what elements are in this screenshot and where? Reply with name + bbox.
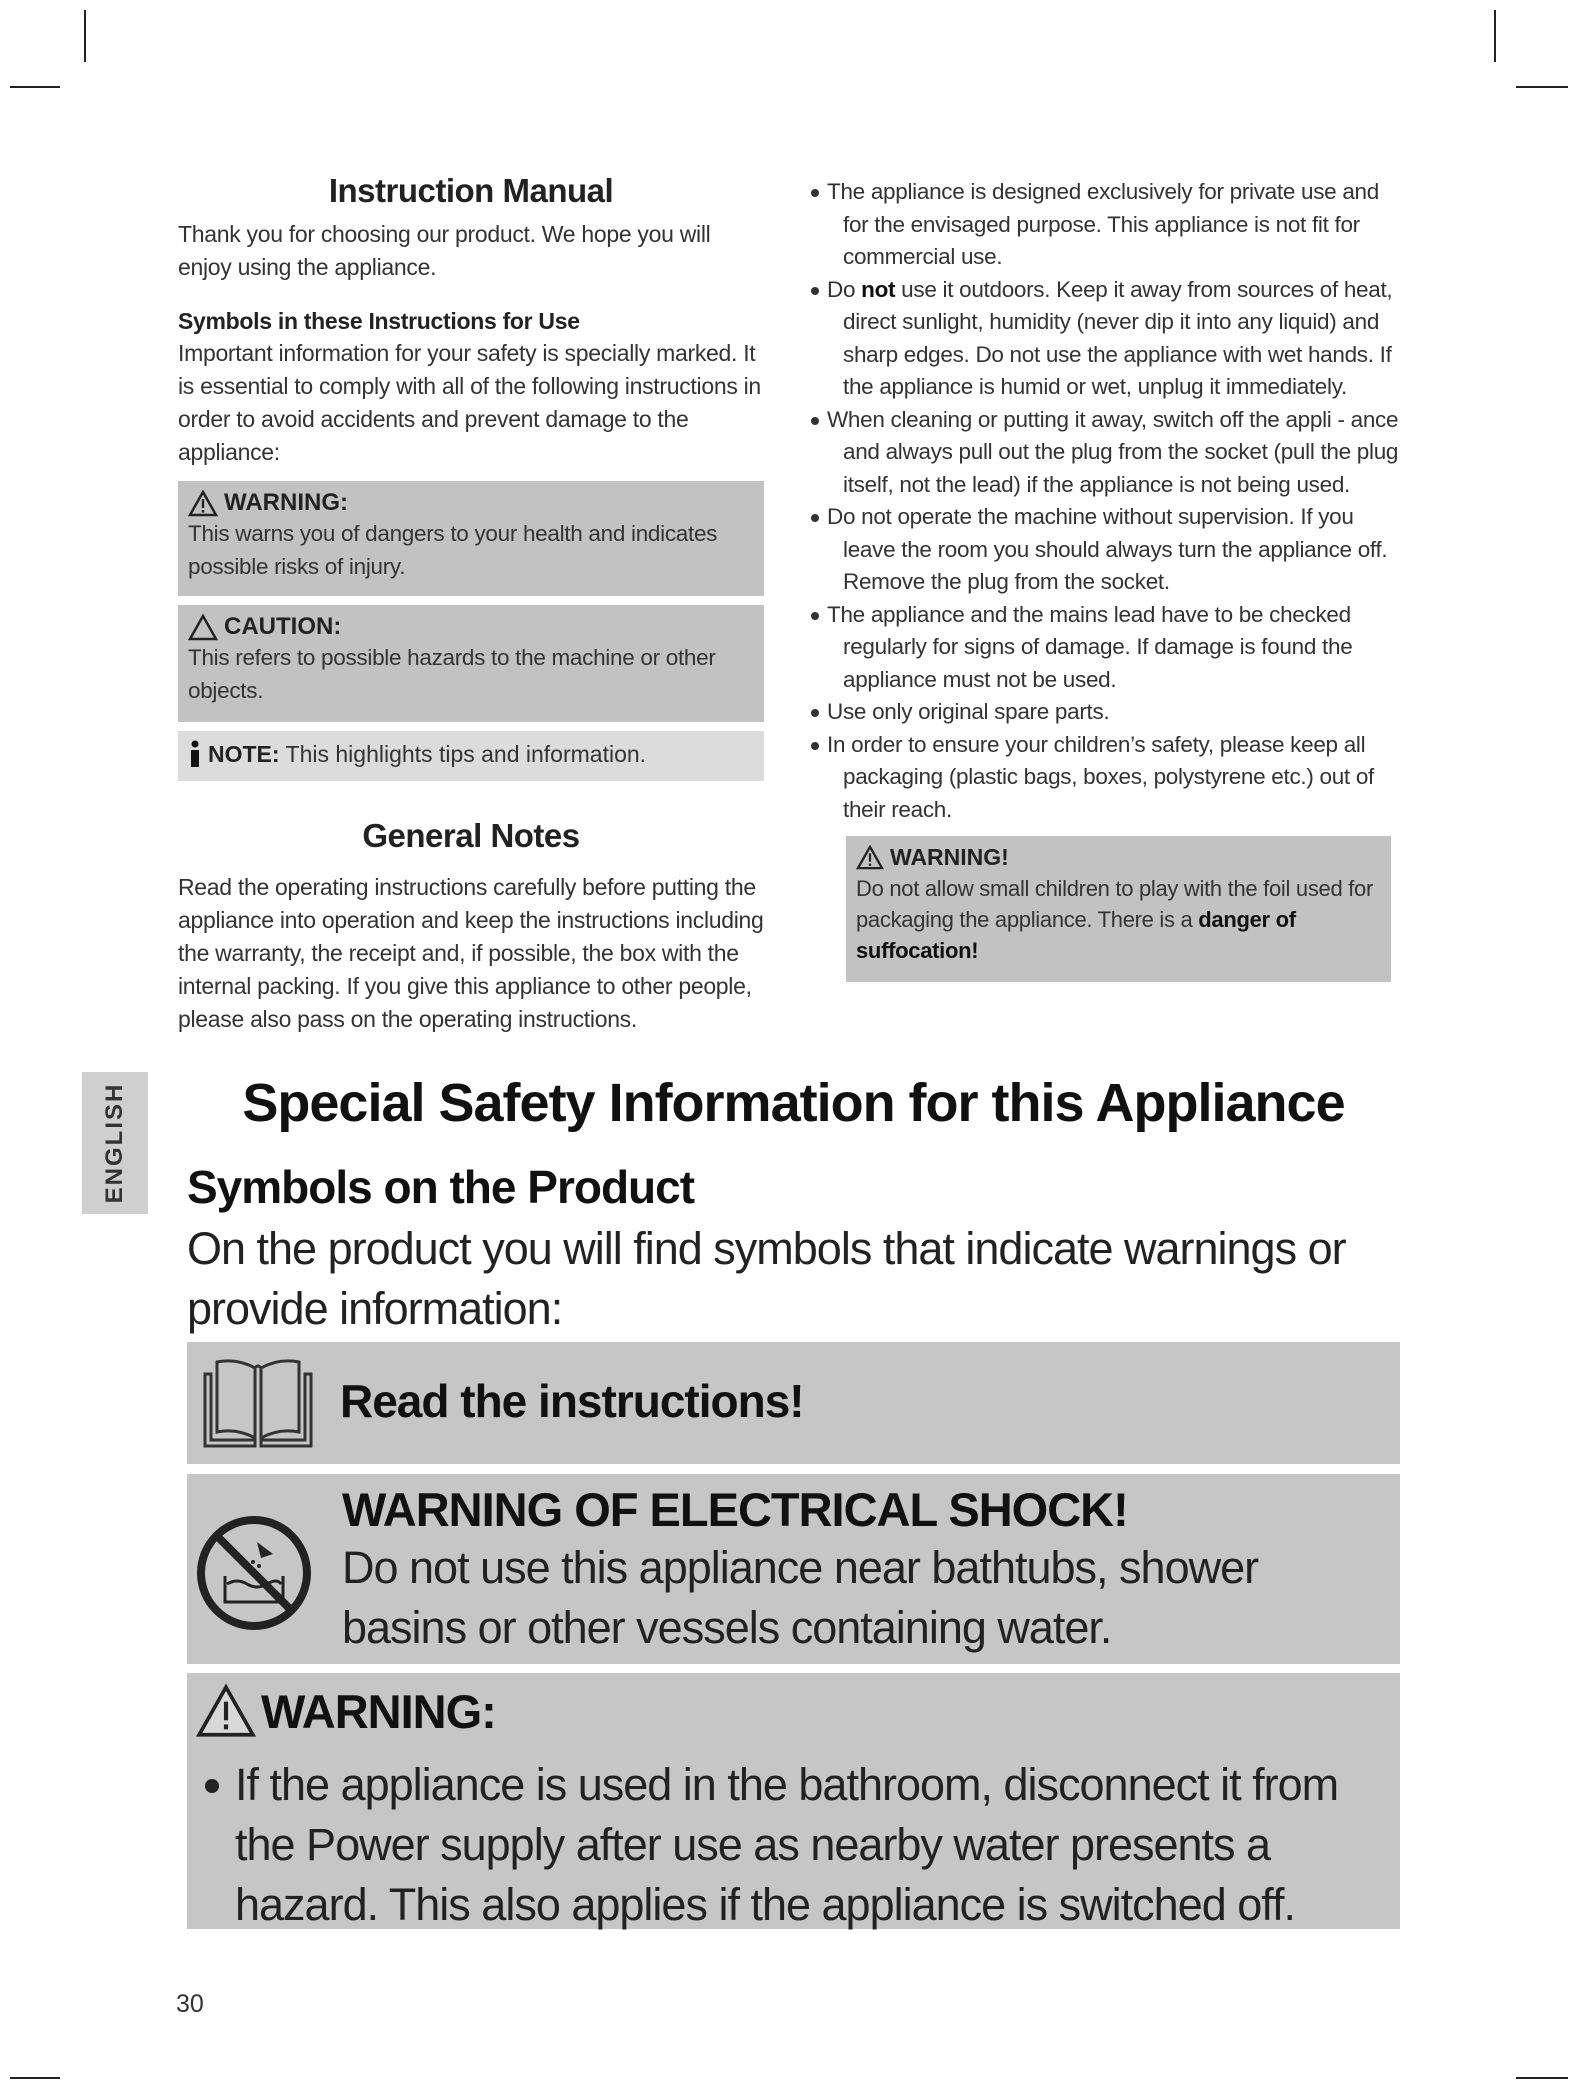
list-item — [811, 696, 1403, 729]
children-warning-text: Do not allow small children to play with the foil used for packaging the appliance. There is a — [856, 876, 1373, 932]
warning-title: WARNING: — [224, 489, 348, 516]
crop-mark — [1494, 10, 1496, 62]
bullet-dot — [205, 1779, 219, 1793]
language-tab-label: ENGLISH — [101, 1082, 128, 1204]
general-notes-text: Read the operating instructions carefully before putting the appliance into operation and keep the instructions including the warranty, the receipt and, if possible, the box with the internal packing. If you give this appliance to other people, please also pass on the operating instructions. — [178, 874, 764, 1032]
symbols-lead-text: On the product you will find symbols that indicate warnings or provide information: — [187, 1223, 1346, 1334]
bullet-text: The appliance and the mains lead have to be checked regularly for signs of damage. If damage is found the appliance must not be used. — [827, 601, 1353, 692]
list-item — [197, 1755, 1392, 1935]
info-icon — [188, 740, 202, 768]
warning-triangle-icon — [856, 845, 884, 870]
shock-text: Do not use this appliance near bathtubs, shower basins or other vessels containing water. — [342, 1542, 1259, 1653]
read-instructions-text: Read the instructions! — [340, 1375, 804, 1427]
list-item — [811, 729, 1403, 827]
warning-triangle-icon — [188, 490, 218, 517]
list-item — [811, 501, 1403, 599]
bullet-text: The appliance is designed exclusively for private use and for the envisaged purpose. This appliance is not fit for commercial use. — [827, 179, 1379, 269]
bathroom-warning-title: WARNING: — [261, 1684, 496, 1738]
instruction-manual-title: Instruction Manual — [328, 172, 614, 209]
intro-text: Thank you for choosing our product. We hope you will enjoy using the appliance. — [178, 221, 711, 280]
special-safety-title: Special Safety Information for this Appliance — [242, 1073, 1345, 1133]
language-tab — [82, 1072, 148, 1214]
children-warning-title: WARNING! — [890, 844, 1009, 870]
electrical-shock-box — [187, 1474, 1400, 1664]
list-item — [811, 404, 1403, 502]
crop-mark — [10, 2077, 60, 2079]
children-warning-bold: danger of suffocation! — [856, 907, 1296, 963]
warning-triangle-icon — [195, 1683, 257, 1739]
page-number: 30 — [176, 1990, 204, 2018]
symbols-on-product-title: Symbols on the Product — [187, 1161, 695, 1213]
bullet-text: In order to ensure your children’s safety, please keep all packaging (plastic bags, boxes, polystyrene etc.) out of their reach. — [827, 731, 1375, 822]
note-title: NOTE: — [208, 740, 280, 767]
note-box — [178, 731, 764, 781]
warning-text: This warns you of dangers to your health and indicates possible risks of injury. — [188, 521, 718, 579]
caution-text: This refers to possible hazards to the machine or other objects. — [188, 645, 716, 703]
bathroom-warning-header — [195, 1683, 496, 1739]
crop-mark — [1516, 2077, 1568, 2079]
list-item — [811, 176, 1403, 274]
crop-mark — [1516, 86, 1568, 88]
symbols-heading: Symbols in these Instructions for Use — [178, 308, 580, 334]
bathroom-warning-box — [187, 1673, 1400, 1929]
right-column — [811, 176, 1403, 982]
book-icon — [197, 1354, 319, 1454]
note-text: This highlights tips and information. — [279, 740, 647, 767]
left-column — [178, 172, 764, 1036]
children-warning-box — [846, 836, 1391, 982]
crop-mark — [84, 10, 86, 62]
warning-box — [178, 481, 764, 596]
bathroom-warning-text: If the appliance is used in the bathroom, disconnect it from the Power supply after use as nearby water presents a hazard. This also applies if the appliance is switched off. — [235, 1759, 1339, 1930]
shock-title: WARNING OF ELECTRICAL SHOCK! — [342, 1483, 1128, 1536]
list-item — [811, 599, 1403, 697]
no-water-icon — [195, 1514, 313, 1632]
bullet-text: Use only original spare parts. — [827, 699, 1110, 724]
bullet-text: Do not operate the machine without supervision. If you leave the room you should always turn the appliance off. Remove the plug from the socket. — [827, 504, 1388, 594]
outdoor-bold: not — [861, 276, 896, 302]
bullet-text: When cleaning or putting it away, switch off the appli - ance and always pull out the plug from the socket (pull the plug itself, not the lead) if the appliance is not being used. — [827, 406, 1399, 497]
symbols-text: Important information for your safety is specially marked. It is essential to comply with all of the following instructions in order to avoid accidents and prevent damage to the appliance: — [178, 340, 761, 465]
list-item — [811, 274, 1403, 404]
caution-title: CAUTION: — [224, 613, 342, 640]
caution-triangle-icon — [188, 614, 218, 641]
outdoor-pre: Do — [827, 276, 862, 302]
crop-mark — [10, 86, 60, 88]
outdoor-post: use it outdoors. Keep it away from sources of heat, direct sunlight, humidity (never dip it into any liquid) and sharp edges. Do not use the appliance with wet hands. If the appliance is humid or wet, unplug it immediately. — [843, 276, 1393, 399]
caution-box — [178, 605, 764, 722]
general-notes-title: General Notes — [362, 817, 580, 854]
read-instructions-box — [187, 1342, 1400, 1464]
